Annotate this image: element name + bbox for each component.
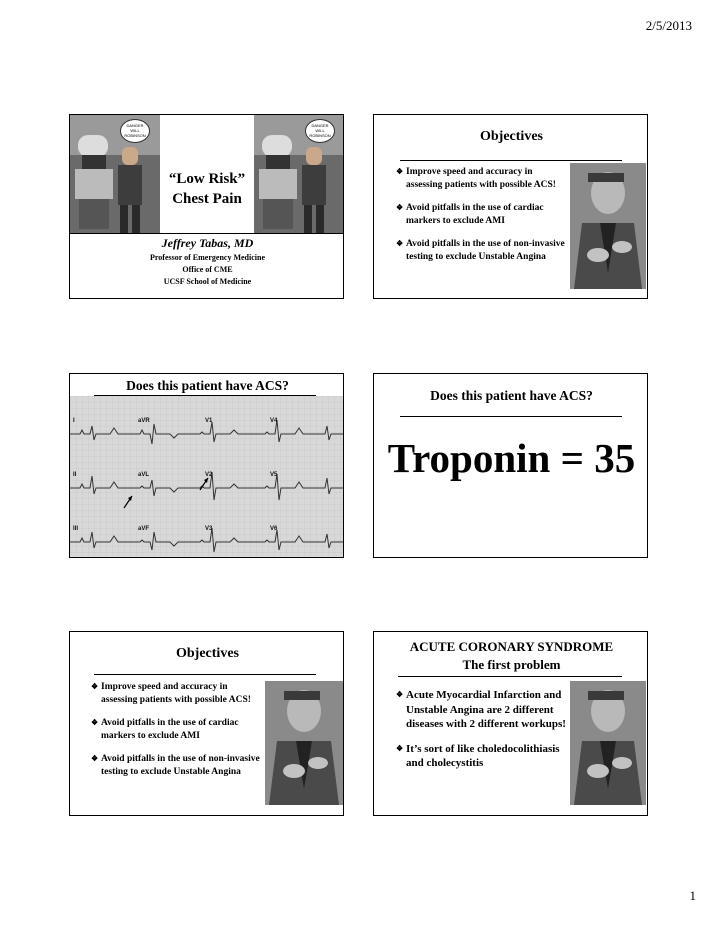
list-item: ❖ Acute Myocardial Infarction and Unstable Angina are 2 different diseases with 2 different workups! <box>396 689 566 730</box>
troponin-value: Troponin = 35 <box>387 435 636 481</box>
slide-heading: Objectives <box>176 646 239 661</box>
title-divider <box>70 233 344 234</box>
heading-divider <box>400 416 622 417</box>
slide-title <box>69 114 344 299</box>
ecg-tracing <box>70 396 344 558</box>
doctor-photo <box>570 163 646 289</box>
diamond-bullet-icon: ❖ <box>91 718 99 728</box>
lead-label: V1 <box>205 418 213 424</box>
diamond-bullet-icon: ❖ <box>396 239 404 249</box>
lead-label: I <box>73 418 75 424</box>
diamond-bullet-icon: ❖ <box>91 682 99 691</box>
lead-label: II <box>73 472 77 478</box>
speech-bubble-left: DANGER WILL ROBINSON <box>120 119 150 143</box>
author-affiliations: Professor of Emergency Medicine Office of CME UCSF School of Medicine <box>149 253 265 286</box>
lead-label: aVF <box>138 526 150 532</box>
author-name: Jeffrey Tabas, MD <box>161 236 254 250</box>
slide-ecg <box>69 373 344 558</box>
heading-divider <box>400 160 622 161</box>
slide-heading: Does this patient have ACS? <box>126 378 289 393</box>
doctor-photo <box>570 681 646 805</box>
list-item: ❖ Avoid pitfalls in the use of non-invasive testing to exclude Unstable Angina <box>91 754 260 777</box>
slide-objectives-1 <box>373 114 648 299</box>
page-date: 2/5/2013 <box>645 18 692 33</box>
slide-heading: Does this patient have ACS? <box>430 388 593 403</box>
objective-list <box>91 681 261 790</box>
lead-label: V4 <box>270 418 278 424</box>
slide-acs <box>373 631 648 816</box>
heading-divider <box>398 676 622 677</box>
slide-title-text: “Low Risk” Chest Pain <box>168 171 246 207</box>
diamond-bullet-icon: ❖ <box>396 690 404 699</box>
diamond-bullet-icon: ❖ <box>396 743 404 753</box>
lead-label: V3 <box>205 526 213 532</box>
list-item: ❖ Improve speed and accuracy in assessing patients with possible ACS! <box>396 167 556 190</box>
doctor-photo <box>265 681 343 805</box>
diamond-bullet-icon: ❖ <box>396 167 404 176</box>
lead-label: V5 <box>270 472 278 478</box>
list-item: ❖ Improve speed and accuracy in assessing patients with possible ACS! <box>91 682 251 705</box>
slide-heading: ACUTE CORONARY SYNDROME The first problem <box>409 639 614 672</box>
lead-label: III <box>73 526 79 532</box>
lead-label: V2 <box>205 472 213 478</box>
slide-objectives-2 <box>69 631 344 816</box>
speech-bubble-right: DANGER WILL ROBINSON <box>305 119 335 143</box>
diamond-bullet-icon: ❖ <box>396 203 404 213</box>
lead-label: V6 <box>270 526 278 532</box>
slide-troponin <box>373 373 648 558</box>
list-item: ❖ Avoid pitfalls in the use of cardiac markers to exclude AMI <box>396 203 544 226</box>
lead-label: aVR <box>138 418 150 424</box>
acs-list <box>396 688 566 782</box>
lead-label: aVL <box>138 472 150 478</box>
page-number: 1 <box>689 888 696 903</box>
objective-list <box>396 166 566 275</box>
list-item: ❖ It’s sort of like choledocolithiasis and cholecystitis <box>396 742 560 769</box>
list-item: ❖ Avoid pitfalls in the use of non-invasive testing to exclude Unstable Angina <box>396 239 565 262</box>
list-item: ❖ Avoid pitfalls in the use of cardiac markers to exclude AMI <box>91 718 239 741</box>
slide-heading: Objectives <box>480 129 543 144</box>
diamond-bullet-icon: ❖ <box>91 754 99 764</box>
heading-divider <box>94 674 316 675</box>
